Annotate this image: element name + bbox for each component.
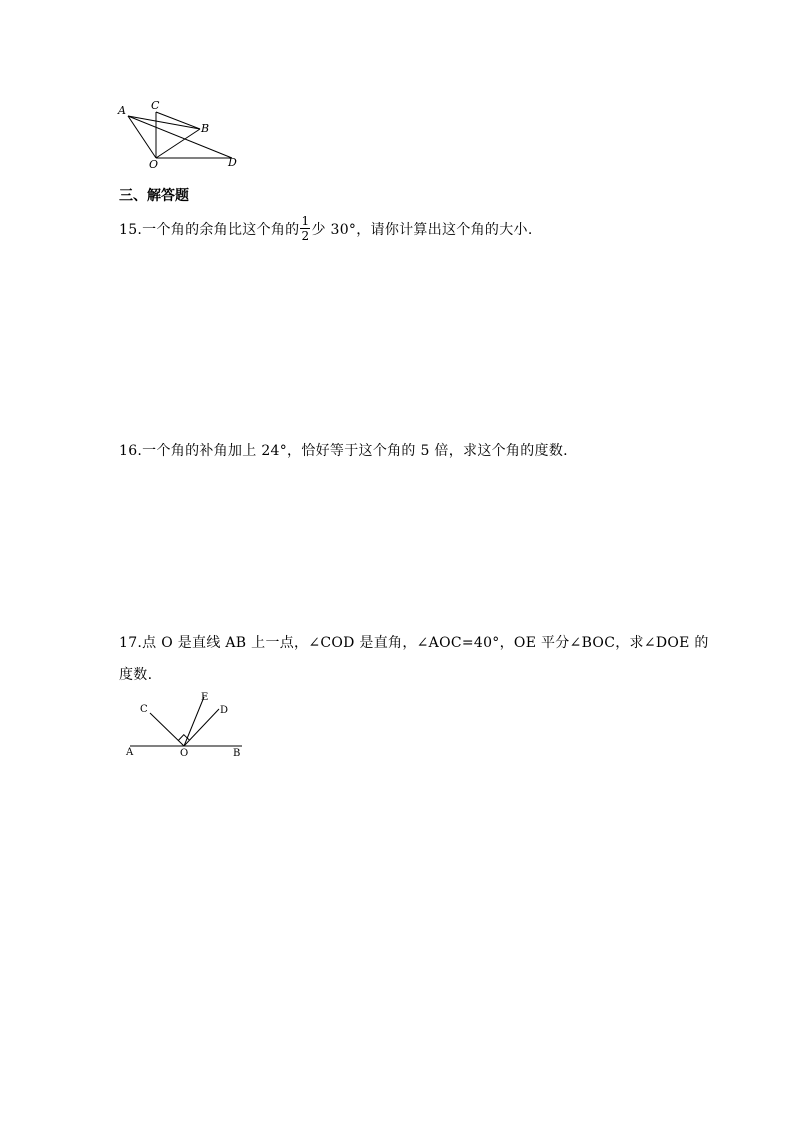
label-c: C: [140, 704, 148, 715]
label-d: D: [228, 156, 237, 169]
ray-oc: [150, 713, 184, 746]
segment-ab: [128, 116, 200, 129]
label-b: B: [233, 748, 241, 759]
label-a: A: [118, 104, 126, 117]
question-16: 16.一个角的补角加上 24°，恰好等于这个角的 5 倍，求这个角的度数.: [119, 443, 568, 459]
q15-prefix: 15.一个角的余角比这个角的: [119, 222, 300, 238]
label-b: B: [201, 122, 210, 135]
question-17-line-1: 17.点 O 是直线 AB 上一点，∠COD 是直角，∠AOC=40°，OE 平分∠BOC，求∠DOE 的: [119, 635, 709, 651]
question-15: [119, 214, 533, 243]
label-o: O: [180, 748, 189, 759]
figure-2-diagram: [118, 688, 253, 763]
label-d: D: [220, 705, 229, 716]
label-a: A: [126, 747, 134, 758]
label-o: O: [149, 158, 159, 171]
fraction-one-half: [300, 215, 310, 241]
section-heading: 三、解答题: [119, 188, 189, 204]
segment-ad: [128, 116, 232, 158]
question-17-line-2: 度数.: [119, 667, 153, 683]
q15-suffix: 少 30°，请你计算出这个角的大小.: [311, 222, 533, 238]
label-c: C: [151, 99, 160, 112]
figure-1-diagram: [110, 96, 250, 176]
ray-oe: [184, 697, 204, 746]
fraction-denominator: 2: [301, 229, 310, 243]
segment-ob: [156, 129, 200, 158]
segment-ao: [128, 116, 156, 158]
fraction-numerator: 1: [301, 214, 310, 228]
segment-cb: [156, 112, 200, 129]
label-e: E: [201, 692, 209, 703]
